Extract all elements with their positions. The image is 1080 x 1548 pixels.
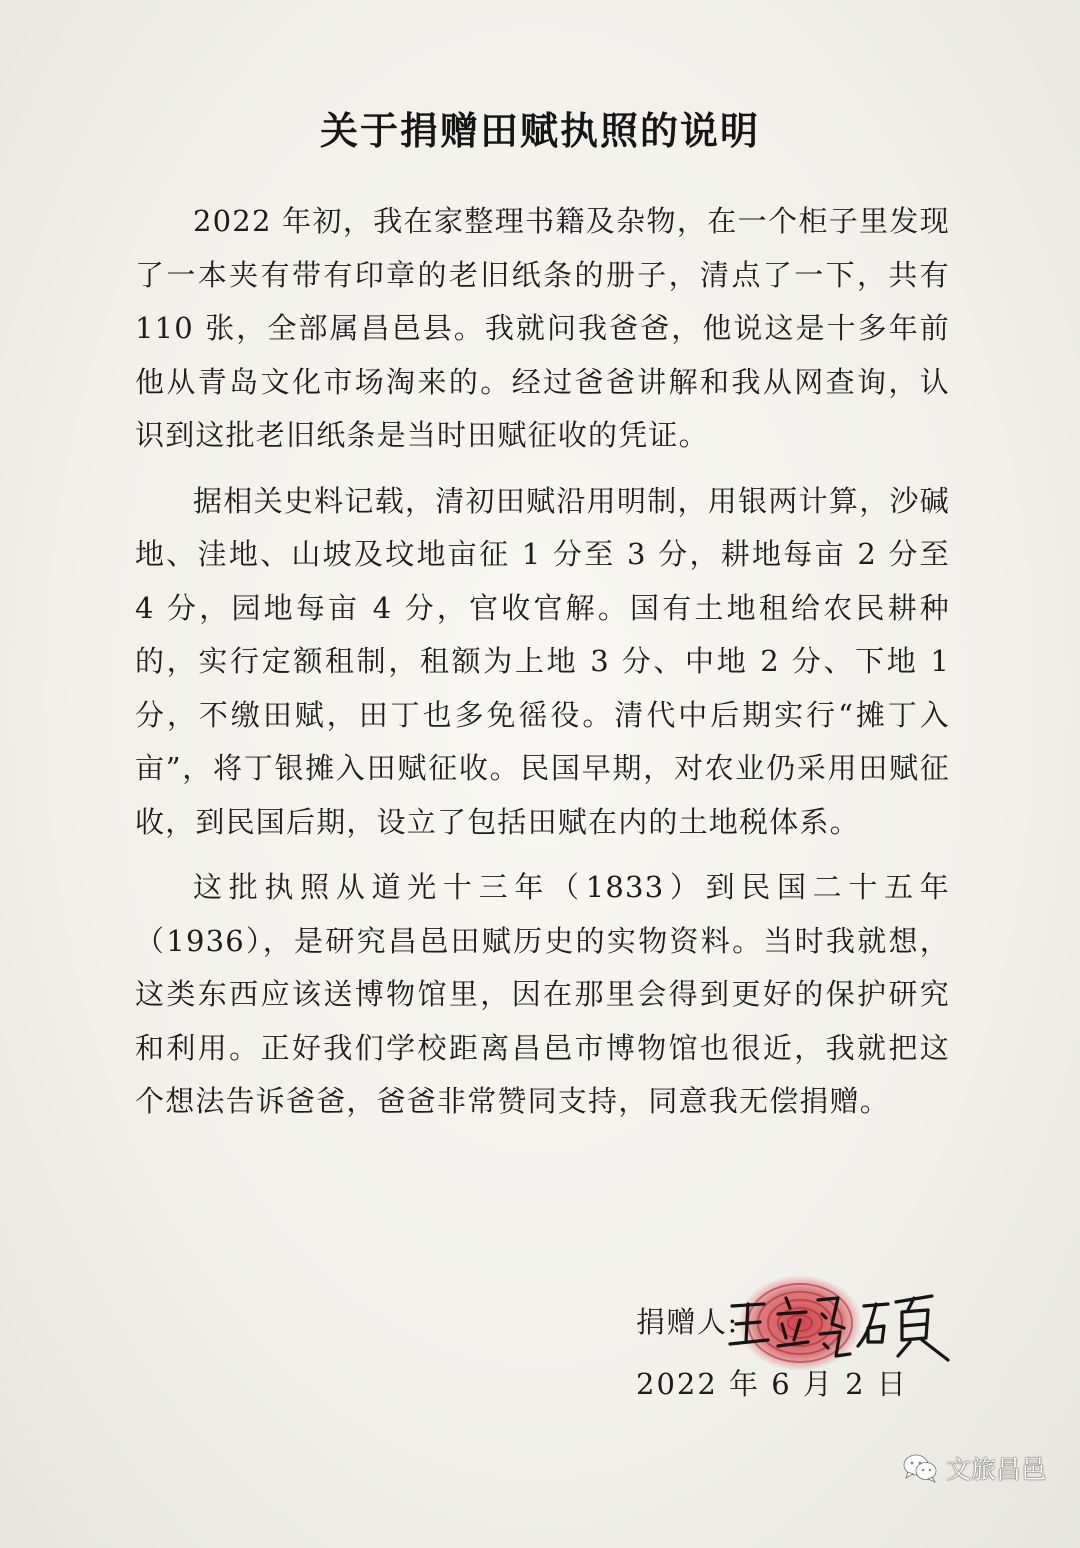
paragraph-3: 这批执照从道光十三年（1833）到民国二十五年（1936），是研究昌邑田赋历史的实物资料。当时我就想，这类东西应该送博物馆里，因在那里会得到更好的保护研究和利用。正好我们学校距离昌邑市博物馆也很近，我就把这个想法告诉爸爸，爸爸非常赞同支持，同意我无偿捐赠。 xyxy=(135,870,950,1118)
donor-label: 捐赠人: xyxy=(636,1305,739,1339)
document-body xyxy=(135,195,950,1141)
signature-block xyxy=(636,1292,976,1412)
account-watermark xyxy=(902,1448,1046,1488)
watermark-text: 文旅昌邑 xyxy=(946,1455,1047,1484)
handwritten-signature xyxy=(726,1284,956,1364)
paragraph-1: 2022 年初，我在家整理书籍及杂物，在一个柜子里发现了一本夹有带有印章的老旧纸条的册子，清点了一下，共有 110 张，全部属昌邑县。我就问我爸爸，他说这是十多年前他从青岛文化市场淘来的。经过爸爸讲解和我从网查询，认识到这批老旧纸条是当时田赋征收的凭证。 xyxy=(135,204,950,452)
document-date: 2022 年 6 月 2 日 xyxy=(636,1367,908,1401)
wechat-icon xyxy=(902,1452,938,1484)
paragraph-2: 据相关史料记载，清初田赋沿用明制，用银两计算，沙碱地、洼地、山坡及坟地亩征 1 分至 3 分，耕地每亩 2 分至 4 分，园地每亩 4 分，官收官解。国有土地租给农民耕种的，实行定额租制，租额为上地 3 分、中地 2 分、下地 1 分，不缴田赋，田丁也多免徭役。清代中后期实行“摊丁入亩”，将丁银摊入田赋征收。民国早期，对农业仍采用田赋征收，到民国后期，设立了包括田赋在内的土地税体系。 xyxy=(135,483,950,839)
document-title: 关于捐赠田赋执照的说明 xyxy=(319,108,760,153)
